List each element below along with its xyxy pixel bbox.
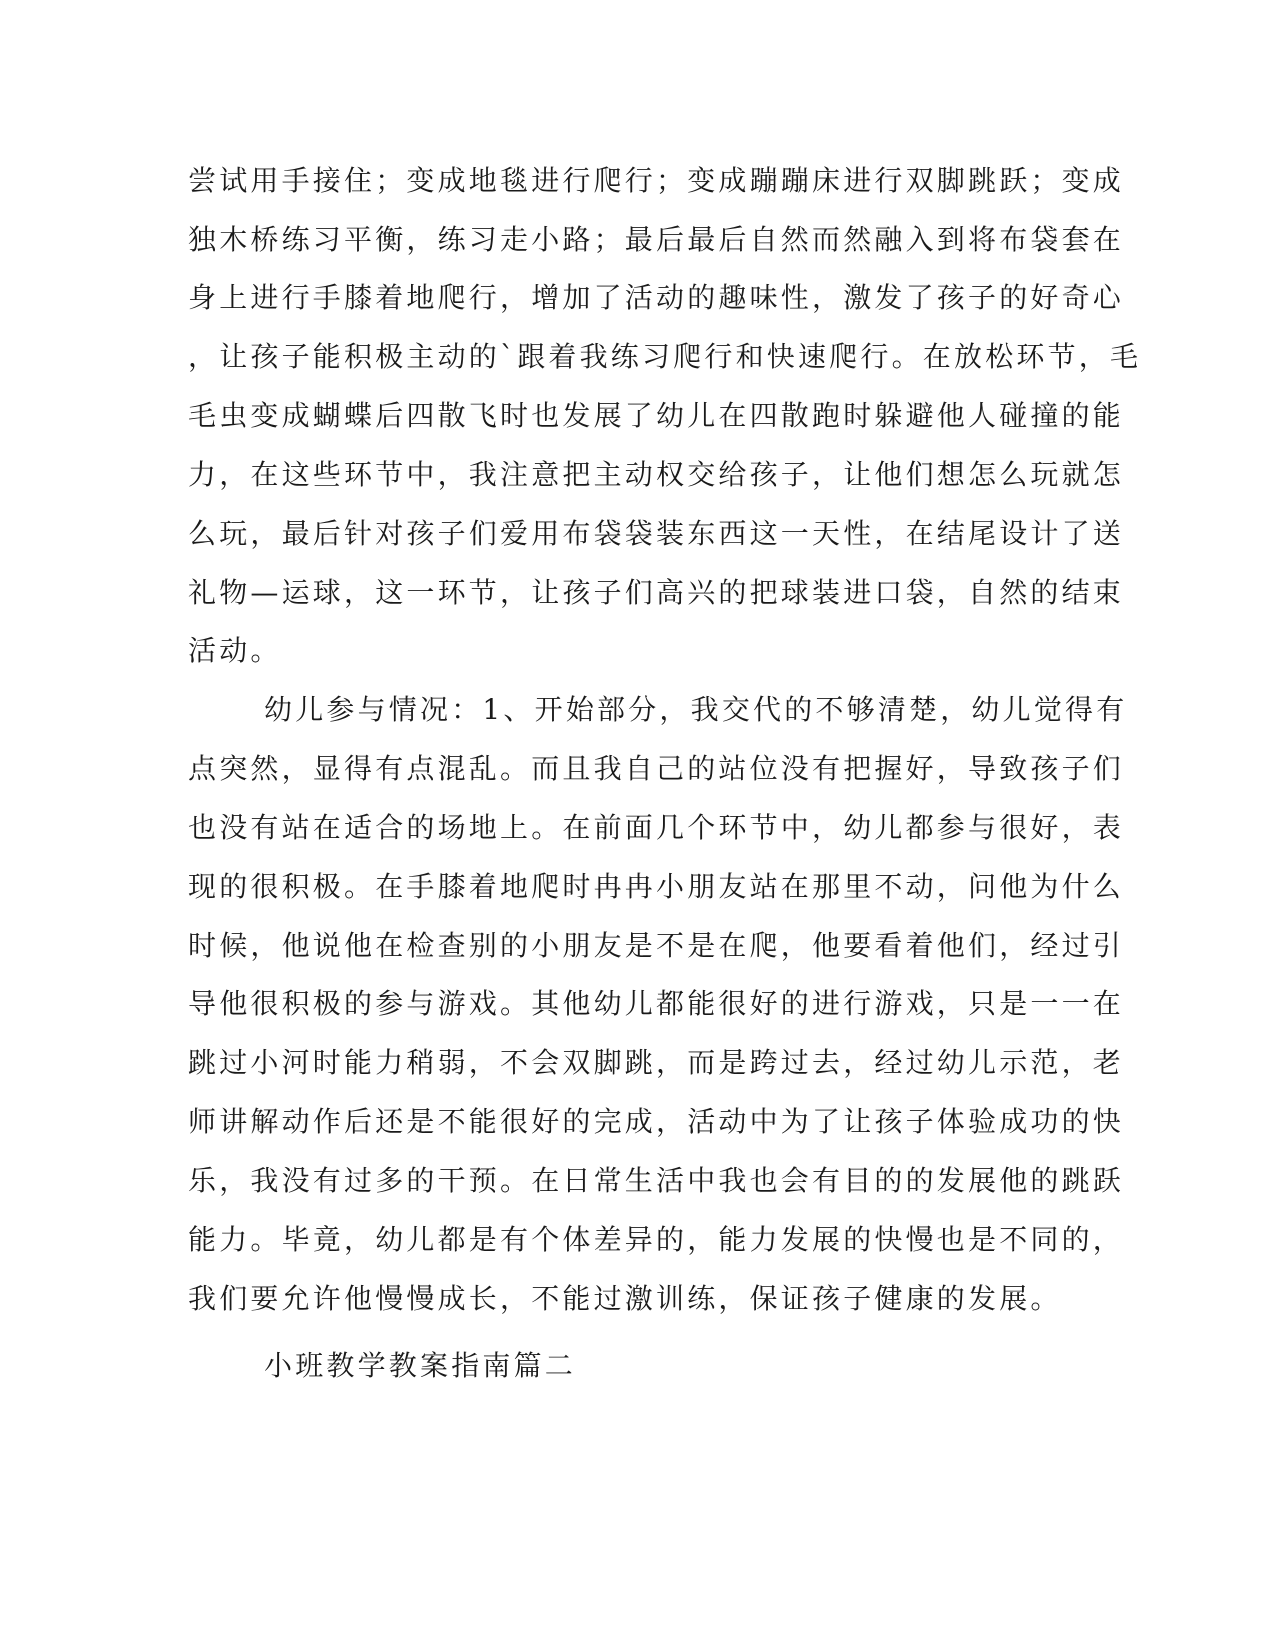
text-line: 现的很积极。在手膝着地爬时冉冉小朋友站在那里不动，问他为什么 <box>188 870 1125 903</box>
text-line: 点突然，显得有点混乱。而且我自己的站位没有把握好，导致孩子们 <box>188 752 1125 785</box>
text-line: 能力。毕竟，幼儿都是有个体差异的，能力发展的快慢也是不同的， <box>188 1223 1125 1256</box>
text-line: 独木桥练习平衡，练习走小路；最后最后自然而然融入到将布袋套在 <box>188 223 1125 256</box>
text-line: 毛虫变成蝴蝶后四散飞时也发展了幼儿在四散跑时躲避他人碰撞的能 <box>188 399 1125 432</box>
text-line: 跳过小河时能力稍弱，不会双脚跳，而是跨过去，经过幼儿示范，老 <box>188 1046 1125 1079</box>
text-line: 师讲解动作后还是不能很好的完成，活动中为了让孩子体验成功的快 <box>188 1105 1125 1138</box>
text-line: 么玩，最后针对孩子们爱用布袋袋装东西这一天性，在结尾设计了送 <box>188 517 1125 550</box>
text-line: 身上进行手膝着地爬行，增加了活动的趣味性，激发了孩子的好奇心 <box>188 281 1125 314</box>
text-line: 尝试用手接住；变成地毯进行爬行；变成蹦蹦床进行双脚跳跃；变成 <box>188 164 1125 197</box>
text-line: 力，在这些环节中，我注意把主动权交给孩子，让他们想怎么玩就怎 <box>188 458 1125 491</box>
paragraph-start-line: 幼儿参与情况：1、开始部分，我交代的不够清楚，幼儿觉得有 <box>264 693 1128 726</box>
text-line: 活动。 <box>188 634 282 667</box>
text-line: 导他很积极的参与游戏。其他幼儿都能很好的进行游戏，只是一一在 <box>188 987 1125 1020</box>
text-line: 乐，我没有过多的干预。在日常生活中我也会有目的的发展他的跳跃 <box>188 1164 1125 1197</box>
text-line: ，让孩子能积极主动的`跟着我练习爬行和快速爬行。在放松环节，毛 <box>188 340 1142 373</box>
text-line: 我们要允许他慢慢成长，不能过激训练，保证孩子健康的发展。 <box>188 1282 1062 1315</box>
text-line: 礼物—运球，这一环节，让孩子们高兴的把球装进口袋，自然的结束 <box>188 576 1125 609</box>
section-heading: 小班教学教案指南篇二 <box>264 1349 577 1382</box>
text-line: 也没有站在适合的场地上。在前面几个环节中，幼儿都参与很好，表 <box>188 811 1125 844</box>
text-line: 时候，他说他在检查别的小朋友是不是在爬，他要看着他们，经过引 <box>188 929 1125 962</box>
